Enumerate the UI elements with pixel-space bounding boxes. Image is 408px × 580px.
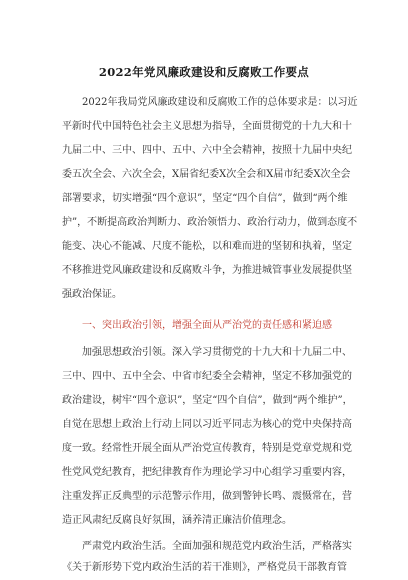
paragraph-line: 能变、决心不能减、尺度不能松，以和难而进的坚韧和执着，坚定: [62, 241, 352, 252]
paragraph-line: 《关于新形势下党内政治生活的若干准则》，严格党员干部教育管: [62, 562, 347, 573]
paragraph-line: 部署要求，切实增强“四个意识”，坚定“四个自信”，做到“两个维: [62, 193, 348, 204]
paragraph-line: 自觉在思想上政治上行动上同以习近平同志为核心的党中央保持高: [62, 419, 352, 430]
paragraph-line: 严肃党内政治生活。全面加强和规范党内政治生活，严格落实: [82, 541, 352, 552]
paragraph-line: 注重发挥正反典型的示范警示作用，做到警钟长鸣、震慑常在，营: [62, 491, 352, 502]
paragraph-line: 度一致。经常性开展全面从严治党宣传教育，特别是党章党规和党: [62, 443, 352, 454]
section-heading: 一、突出政治引领，增强全面从严治党的责任感和紧迫感: [82, 320, 332, 331]
paragraph-line: 造正风肃纪反腐良好氛围，涵养清正廉洁价值理念。: [62, 515, 292, 526]
paragraph-line: 2022年我局党风廉政建设和反腐败工作的总体要求是：以习近: [82, 97, 358, 108]
paragraph-line: 护”，不断提高政治判断力、政治领悟力、政治行动力，做到态度不: [62, 217, 358, 228]
paragraph-line: 九届二中、三中、四中、五中、六中全会精神，按照十九届中央纪: [62, 145, 352, 156]
paragraph-line: 强政治保证。: [62, 289, 122, 300]
document-title: 2022年党风廉政建设和反腐败工作要点: [98, 65, 310, 79]
paragraph-line: 政治建设，树牢“四个意识”，坚定“四个自信”，做到“两个维护”，: [62, 395, 353, 406]
paragraph-line: 性党风党纪教育，把纪律教育作为理论学习中心组学习重要内容，: [62, 467, 352, 478]
paragraph-line: 三中、四中、五中全会、中省市纪委全会精神，坚定不移加强党的: [62, 371, 352, 382]
paragraph-line: 平新时代中国特色社会主义思想为指导，全面贯彻党的十九大和十: [62, 121, 352, 132]
paragraph-line: 委五次全会、六次全会，X届省纪委X次全会和X届市纪委X次全会: [62, 169, 351, 180]
paragraph-line: 加强思想政治引领。深入学习贯彻党的十九大和十九届二中、: [82, 347, 352, 358]
paragraph-line: 不移推进党风廉政建设和反腐败斗争，为推进城管事业发展提供坚: [62, 265, 352, 276]
